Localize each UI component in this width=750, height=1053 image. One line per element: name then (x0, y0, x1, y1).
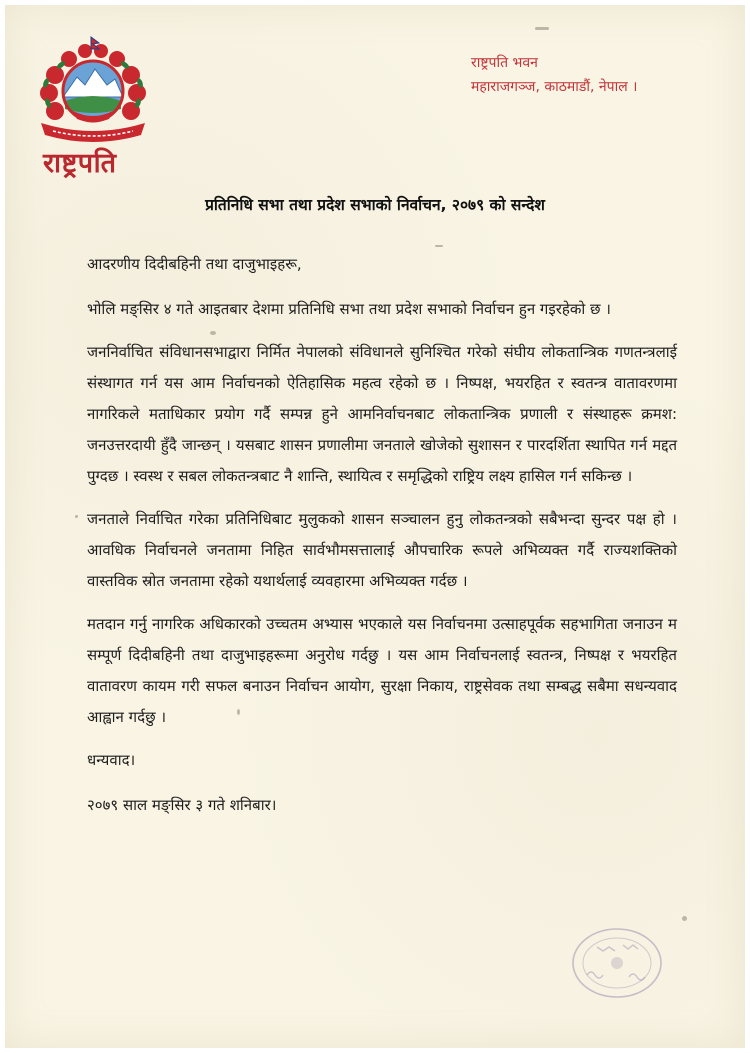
address-line-2: महाराजगञ्ज, काठमाडौं, नेपाल । (471, 79, 638, 95)
nepal-emblem-icon (33, 35, 153, 145)
paragraph-1: भोलि मङ्सिर ४ गते आइतबार देशमा प्रतिनिधि सभा तथा प्रदेश सभाको निर्वाचन हुन गइरहेको छ । (87, 300, 611, 318)
office-seal-icon (567, 923, 667, 1003)
letter-date: २०७९ साल मङ्सिर ३ गते शनिबार। (87, 796, 277, 814)
letterhead-address (471, 51, 711, 99)
salutation: आदरणीय दिदीबहिनी तथा दाजुभाइहरू, (87, 255, 302, 273)
address-line-1: राष्ट्रपति भवन (471, 55, 538, 71)
paragraph-2: जननिर्वाचित संविधानसभाद्वारा निर्मित नेपालको संविधानले सुनिश्चित गरेको संघीय लोकतान्त्रिक गणतन्त्रलाई संस्थागत गर्न यस आम निर्वाचनको ऐतिहासिक महत्व रहेको छ । निष्पक्ष, भयरहित र स्वतन्त्र वातावरणमा नागरिकले मताधिकार प्रयोग गर्दै सम्पन्न हुने आमनिर्वाचनबाट लोकतान्त्रिक प्रणाली र संस्थाहरू क्रमश: जनउत्तरदायी हुँदै जान्छन् । यसबाट शासन प्रणालीमा जनताले खोजेको सुशासन र पारदर्शिता स्थापित गर्न मद्दत पुग्दछ । स्वस्थ र सबल लोकतन्त्रबाट नै शान्ति, स्थायित्व र समृद्धिको राष्ट्रिय लक्ष्य हासिल गर्न सकिन्छ । (87, 343, 677, 485)
closing: धन्यवाद। (87, 751, 136, 769)
paragraph-3: जनताले निर्वाचित गरेका प्रतिनिधिबाट मुलुकको शासन सञ्चालन हुनु लोकतन्त्रको सबैभन्दा सुन्दर पक्ष हो । आवधिक निर्वाचनले जनतामा निहित सार्वभौमसत्तालाई औपचारिक रूपले अभिव्यक्त गर्दै राज्यशक्तिको वास्तविक स्रोत जनतामा रहेको यथार्थलाई व्यवहारमा अभिव्यक्त गर्दछ । (87, 510, 677, 590)
paper-speck (237, 709, 240, 715)
paper-speck (435, 245, 443, 247)
letter-page (5, 5, 745, 1048)
paper-speck (75, 515, 78, 518)
paper-speck (682, 916, 687, 921)
letterhead-org-name: राष्ट्रपति (43, 148, 117, 179)
paper-speck (535, 27, 549, 30)
letter-subject: प्रतिनिधि सभा तथा प्रदेश सभाको निर्वाचन, २०७९ को सन्देश (205, 196, 545, 214)
paper-speck (210, 331, 216, 335)
letter-body (87, 249, 677, 833)
paragraph-4: मतदान गर्नु नागरिक अधिकारको उच्चतम अभ्यास भएकाले यस निर्वाचनमा उत्साहपूर्वक सहभागिता जनाउन म सम्पूर्ण दिदीबहिनी तथा दाजुभाइहरूमा अनुरोध गर्दछु । यस आम निर्वाचनलाई स्वतन्त्र, निष्पक्ष र भयरहित वातावरण कायम गरी सफल बनाउन निर्वाचन आयोग, सुरक्षा निकाय, राष्ट्रसेवक तथा सम्बद्ध सबैमा सधन्यवाद आह्वान गर्दछु । (87, 615, 677, 726)
